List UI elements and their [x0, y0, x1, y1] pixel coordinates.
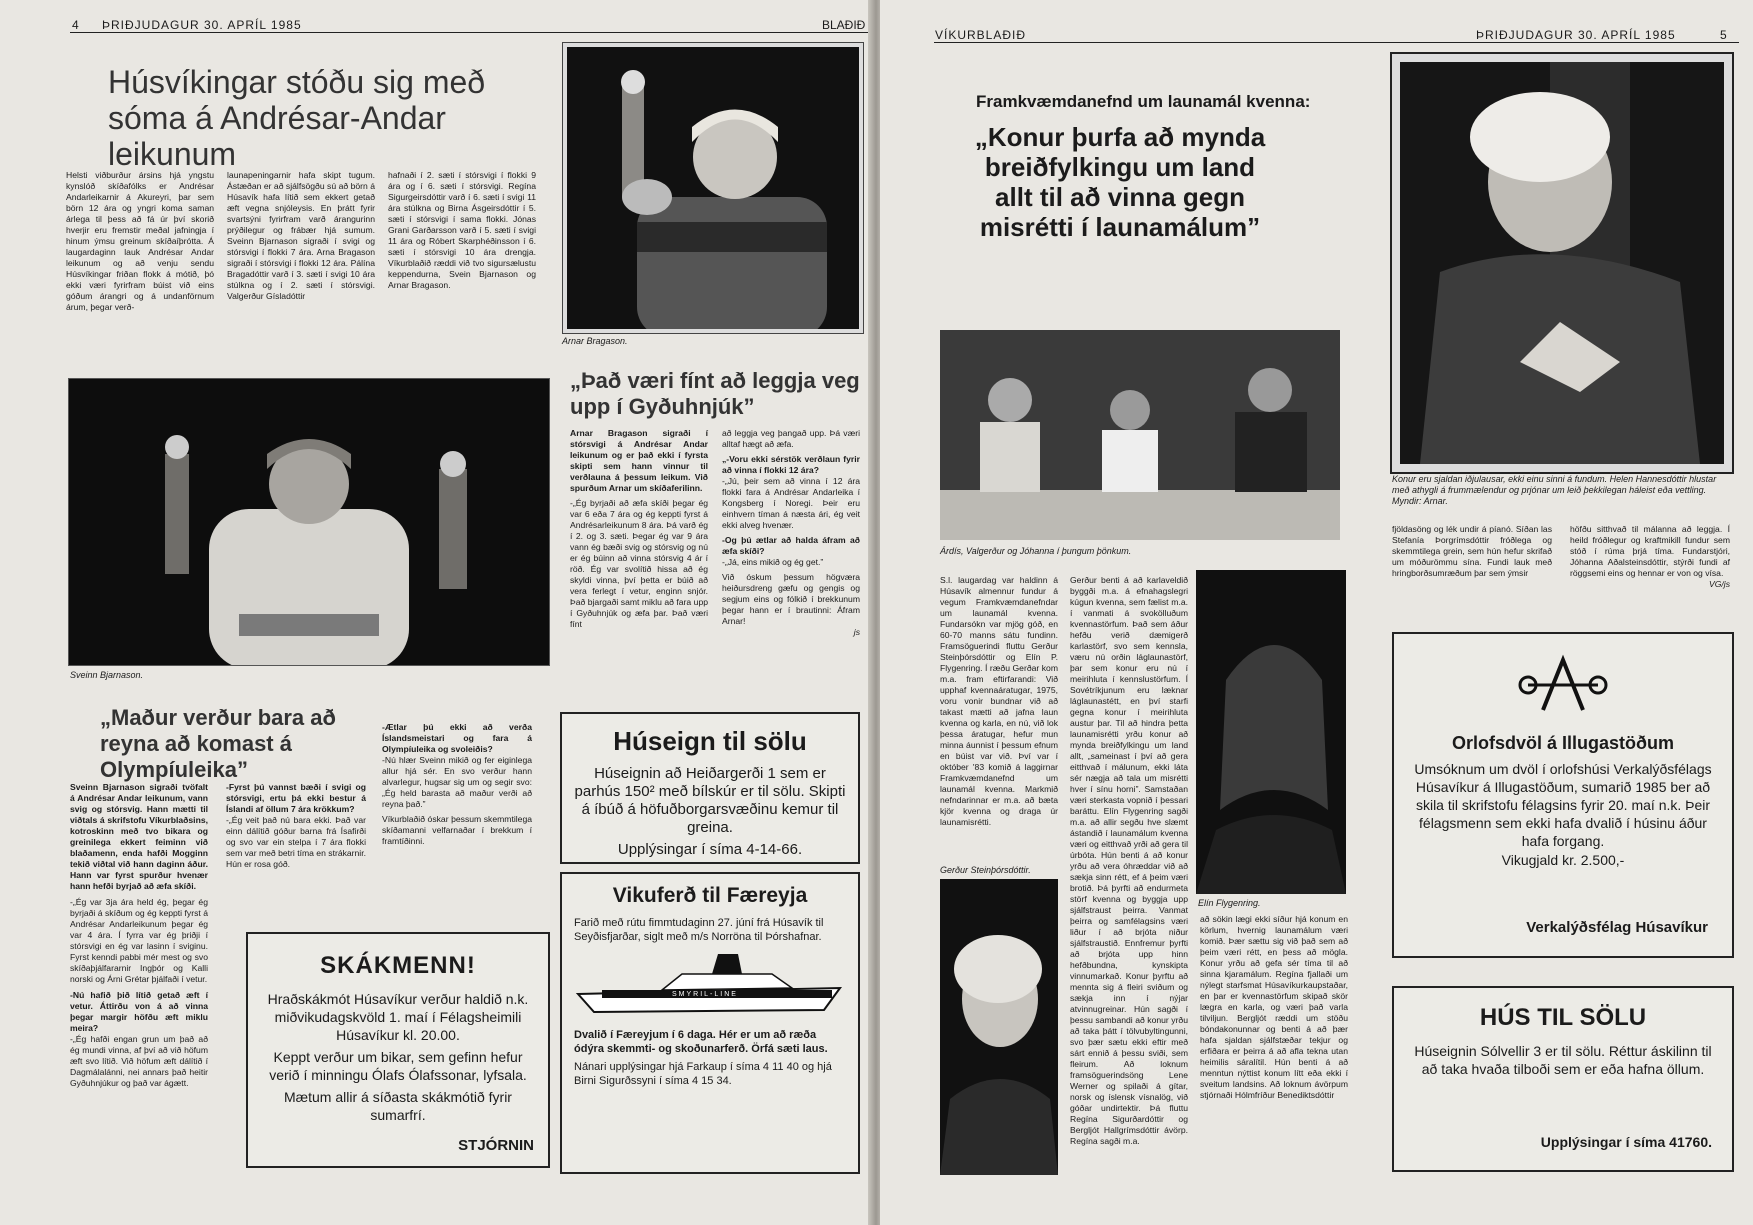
article-col2	[227, 170, 375, 302]
right-col4	[1392, 524, 1552, 579]
ad-contact: Nánari upplýsingar hjá Farkaup í síma 4 11 40 og hjá Birni Sigurðssyni í síma 4 15 34.	[574, 1061, 832, 1087]
boy-trophy-illustration	[567, 47, 859, 329]
ad-hus-til-solu	[1392, 986, 1734, 1172]
portrait-gerdur	[940, 879, 1058, 1175]
caption-knitting: Konur eru sjaldan iðjulausar, ekki einu sinni á fundum. Helen Hannesdóttir hlustar með athygli á frummælendur og prjónar um leið þekkilegan háleist eða vettling. Myndir: Arnar.	[1392, 474, 1717, 506]
photo-sveinn	[68, 378, 550, 666]
article-text: Víkurblaðið óskar þessum skemmtilega skíðamanni velfarnaðar í brekkum í framtíðinni.	[382, 814, 532, 846]
ad-signature: Verkalýðsfélag Húsavíkur	[1526, 919, 1708, 936]
headline-text: „Konur þurfa að mynda breiðfylkingu um land allt til að vinna gegn misrétti í launamálum”	[974, 122, 1266, 242]
question-text: -Og þú ætlar að halda áfram að æfa skíði?	[722, 535, 860, 556]
meeting-illustration	[940, 330, 1340, 540]
ad-title: HÚS TIL SÖLU	[1479, 1004, 1647, 1031]
answer-text: -„Ég hafði engan grun um það að ég mundi vinna, af því að við höfum æft svo lítið. Við höfum æft dálítið í Dagmálalánni, nei annars það heitir Gyðuhnjúkur og það var ágætt.	[70, 1034, 208, 1088]
photo-arnar	[567, 47, 859, 329]
signature: js	[853, 627, 860, 637]
caption-meeting: Árdís, Valgerður og Jóhanna í þungum þönkum.	[940, 546, 1132, 556]
headline-text: „Það væri fínt að leggja veg upp í Gyðuhnjúk”	[570, 368, 860, 419]
answer-text: -„Jú, þeir sem að vinna í 12 ára flokki fara á Andrésar Andarleika í Kongsberg í Noregi. Þeir eru einhvern tíman á næsta ári, ég veit ekki alveg hvenær.	[722, 476, 860, 530]
ship-illustration	[572, 950, 848, 1022]
photo-knitting	[1400, 62, 1724, 464]
photo-gerdur	[940, 879, 1058, 1175]
question-text: -Nú hafið þið lítið getað æft í vetur. Áttirðu von á að vinna þegar margir höfðu æft miklu meira?	[70, 990, 208, 1033]
ad-text: Keppt verður um bikar, sem gefinn hefur verið í minningu Ólafs Ólafssonar, lyfsala.	[269, 1049, 527, 1083]
date-header-right: ÞRIÐJUDAGUR 30. APRÍL 1985	[1476, 28, 1676, 42]
ad-title: Orlofsdvöl á Illugastöðum	[1451, 733, 1675, 753]
photo-meeting	[940, 330, 1340, 540]
ad-text: Farið með rútu fimmtudaginn 27. júní frá Húsavík til Seyðisfjarðar, siglt með m/s Norröna til Þórshafnar.	[574, 917, 824, 943]
answer-text: -„Já, eins mikið og ég get.”	[722, 557, 824, 567]
answer-text: -Nú hlær Sveinn mikið og fer eiginlega allur hjá sér. En svo verður hann alvarlegur, hugsar sig um og segir svo: „Ég held barasta að maður verði að reyna það.”	[382, 755, 532, 809]
ad-huseign	[560, 712, 860, 864]
boy-two-trophies-illustration	[69, 379, 549, 665]
ad-text: Umsóknum um dvöl í orlofshúsi Verkalýðsfélags Húsavíkur á Illugastöðum, sumarið 1985 ber að skila til skrifstofu félagsins fyrir 20. maí n.k. Þeir félagsmenn sem ekki hafa dvalið í húsinu áður hafa forgang.	[1414, 761, 1712, 849]
header-rule	[70, 32, 870, 33]
union-logo	[1394, 650, 1732, 725]
ad-title: SKÁKMENN!	[320, 952, 476, 979]
article-text: launapeningarnir hafa skipt tugum. Ástæðan er að sjálfsögðu sú að börn á Húsavík hafa lítið sem ekkert getað æft vegna snjóleysis. En þrátt fyrir svartsýni fyrirfram varð árangurinn prýðilegur og frábær hjá sumum. Sveinn Bjarnason sigraði í svigi og stórsvigi í flokki 7 ára. Arna Bragason sigraði í stórsvigi í flokki 12 ára. Pálína Bragadóttir varð í 3. sæti í svigi 10 ára stúlkna og í 2. sæti í stórsvigi. Valgerður Gísladóttir	[227, 170, 375, 301]
photo-elin	[1196, 570, 1346, 894]
headline-text: Húsvíkingar stóðu sig með sóma á Andrésar-Andar leikunum	[108, 64, 486, 172]
article-text: hafnaði í 2. sæti í stórsvigi í flokki 9 ára og í 6. sæti í stórsvigi. Regína Sigurgeirsdóttir varð í 6. sæti í svigi 11 ára stúlkna og Birna Ásgeirsdóttir í 5. sæti í stórsvigi í sama flokki. Jónas Grani Garðarsson varð í 5. sæti í svigi 11 ára og Róbert Skarphéðinsson í 6. sæti í stórsvigi 10 ára drengja. Víkurblaðið ræddi við tvo sigursælustu keppendurna, Svein Bjarnason og Arnar Bragason.	[388, 170, 536, 290]
masthead-fragment: BLAÐIÐ	[822, 18, 866, 32]
ad-title: Húseign til sölu	[613, 726, 807, 756]
caption-arnar: Arnar Bragason.	[562, 336, 628, 346]
portrait-elin	[1196, 570, 1346, 894]
photo-frame-knitting	[1390, 52, 1734, 474]
right-col1	[940, 575, 1058, 828]
ad-contact: Upplýsingar í síma 41760.	[1540, 1134, 1712, 1150]
lead-text: Arnar Bragason sigraði í stórsvigi á Andrésar Andar leikunum og er það ekki í fyrsta skipti sem hann vinnur til verðlauna á þessum leikum. Við spurðum Arnar um skíðaferilinn.	[570, 428, 708, 493]
photo-frame-arnar	[562, 42, 864, 334]
union-logo-icon	[1508, 650, 1618, 720]
answer-text: -„Ég veit það nú bara ekki. Það var einn dálítið góður barna frá Ísafirði og svo var ein stelpa í 7 ára flokki sem var með betri tíma en strákarnir. Hún er rosa góð.	[226, 815, 366, 869]
ship-label: SMYRIL-LINE	[672, 991, 738, 998]
woman-knitting-illustration	[1400, 62, 1724, 464]
arnar-col2	[722, 428, 860, 638]
ad-price: Vikugjald kr. 2.500,-	[1501, 852, 1625, 868]
photo-frame-gerdur	[940, 865, 1058, 1175]
ad-text: Húseignin að Heiðargerði 1 sem er parhús 150² með bílskúr er til sölu. Skipti á íbúð á höfuðborgarsvæðinu kemur til greina.	[574, 765, 846, 836]
page-number-left: 4	[72, 18, 80, 32]
article-text: Gerður benti á að karlaveldið byggði m.a. á efnahagslegri kúgun kvenna, sem fælist m.a. í vanmati á svokölluðum kvennastörfum. Það sem áður hefðu verið dæmigerð karlastörf, svo sem kennsla, væru nú orðin láglaunastörf, þar sem konur eru nú í meirihluta í kennslustörfum. Í Sovétríkjunum eru læknar láglaunastétt, en því starfi gegna konur í meirihluta austur þar. Til að hindra þetta launamisrétti yrðu konur að mynda breiðfylkingu um land allt, „sameinast í því að gera eitthvað í málunum, ekki láta sér nægja að tala um misrétti hver í sínu horni”. Samstaðan væri sterkasta vopnið í þessari baráttu. Elín Flygenring sagði m.a. að allir segðu hve slæmt ástandið í launamálum kvenna væri og eitthvað yrði að gera til úrbóta. Hún benti á að konur yrðu að vera óhræddar við að sækja sinn rétt, ef á þeim væri brotið. Þá þyrfti að endurmeta störf kvenna og byggja upp sjálfstraust þeirra. Vanmat þeirra og samfélagsins væri liður í að brjóta niður sjálfstraustið. Ennfremur þyrfti að brjóta upp hinn hefðbundna, kynskipta vinnumarkað. Konur þyrftu að mennta sig á fleiri sviðum og sækja inn í nýjar atvinnugreinar. Hún sagði í þessu sambandi að konur yrðu að taka þátt í tölvubyltingunni, svo þær sætu ekki eftir með sárt ennið á þessu sviði, sem fleirum. Að loknum framsöguerindsöng Lene Werner og spilaði á gítar, norsk og íslensk vísnalög, við góðar undirtektir. Þá fluttu Regína Sigurðardóttir og Bergljót Hallgrímsdóttir ávörp. Regína sagði m.a.	[1070, 575, 1188, 1146]
ad-title: Vikuferð til Færeyja	[612, 884, 808, 907]
article-text: að leggja veg þangað upp. Þá væri alltaf hægt að æfa.	[722, 428, 860, 449]
question-text: -Fyrst þú vannst bæði í svigi og stórsvigi, ertu þá ekki bestur á Íslandi af öllum 7 ára krökkum?	[226, 782, 366, 814]
right-page	[880, 0, 1753, 1225]
ad-faereyjar	[560, 872, 860, 1174]
question-text: „-Voru ekki sérstök verðlaun fyrir að vinna í flokki 12 ára?	[722, 454, 860, 475]
ad-orlof	[1392, 632, 1734, 958]
article-text: höfðu sitthvað til málanna að leggja. Í heild fróðlegur og kraftmikill fundur sem stóð í rúma þrjá tíma. Fundarstjóri, Jóhanna Aðalsteinsdóttir, stýrði fundi af röggsemi eins og hennar er von og vísa.	[1570, 524, 1730, 578]
ad-text: Hraðskákmót Húsavíkur verður haldið n.k. miðvikudagskvöld 1. maí í Félagsheimili Húsavíkur kl. 20.00.	[267, 991, 529, 1043]
right-col5	[1570, 524, 1730, 590]
sveinn-col3	[382, 722, 532, 847]
article-text: að sökin lægi ekki síður hjá konum en körlum, hvernig launamálum væri komið. Þær sættu sig við það sem að þeim væri rétt, en þess að mögla. Konur yrðu að gefa sér tíma til að sinna kjaramálum. Regína fjallaði um nýlegt starfsmat Húsavíkurkaupstaðar, en þar er kvennastörfum skipað skör lægra en karla, og væri það varla tilviljun. Bergljót ræddi um stöðu bóndakonunnar og benti á að þær hafa sjaldan sjálfstæðar tekjur og erfiðara er þeirra á að afla tekna utan heimilis sáralítil. Hún benti á að menntun nýttist konum lítt eða ekki í sveitum landsins. Að loknum ávörpum stjórnaði Hólmfríður Benediktsdóttir	[1200, 914, 1348, 1100]
header-rule	[934, 42, 1739, 43]
article-text: -„Ég byrjaði að æfa skíði þegar ég var 6 eða 7 ára og ég keppti fyrst á Andrésarleikunum 8 ára. Þá varð ég í 2. og 3. sæti. Þegar ég var 9 ára vann ég bæði svig og stórsvig og nú er ég búinn að vinna stórsvig 4 ár í röð. Ég var svolítið hissa að ég skyldi vinna, því þetta er búið að vera ferlegt í vetur, enginn snjór. Það bjargaði samt miklu að fara upp í Gyðuhnjúk og æfa þar. Það væri fínt	[570, 498, 708, 629]
right-col2	[1070, 575, 1188, 1147]
article-text: fjöldasöng og lék undir á píanó. Síðan las Stefanía Þorgrímsdóttir fróðlega og skemmtilega grein, sem hún hefur skrifað um móðurömmu sína. Fundi lauk með hringborðsumræðum þar sem ýmsir	[1392, 524, 1552, 578]
ad-contact: Upplýsingar í síma 4-14-66.	[617, 841, 803, 858]
article-col3	[388, 170, 536, 291]
answer-text: -„Ég var 3ja ára held ég, þegar ég byrjaði á skíðum og ég keppti fyrst á Andrésar Andarleikunum þegar ég var 4 ára. Í fyrra var ég þriðji í stórsvigi en ég var lasinn í sviginu. Fyrst kenndi pabbi mér mest og svo skíðaþjálfararnir Ingþór og Kalli norski og Árni Grétar þjálfaði í vetur.	[70, 897, 208, 984]
masthead-right: VÍKURBLAÐIÐ	[935, 28, 1027, 42]
arnar-headline	[570, 368, 860, 420]
caption-elin: Elín Flygenring.	[1198, 898, 1261, 908]
ad-signature: STJÓRNIN	[458, 1137, 534, 1154]
ad-bold-text: Dvalið í Færeyjum í 6 daga. Hér er um að ræða ódýra skemmti- og skoðunarferð. Örfá sæti laus.	[574, 1029, 828, 1055]
sveinn-col2	[226, 782, 366, 870]
caption-sveinn: Sveinn Bjarnason.	[70, 670, 144, 680]
signature: VG/js	[1708, 579, 1730, 589]
article-text: S.l. laugardag var haldinn á Húsavík almennur fundur á vegum Framkvæmdanefndar um launamál kvenna. Fundarsókn var mjög góð, en 60-70 manns sátu fundinn. Framsöguerindi fluttu Gerður Steinþórsdóttir og Elín P. Flygenring. Í ræðu Gerðar kom m.a. fram eftirfarandi: Við upphaf kvennaáratugar, 1975, voru vonir bundnar við að takast mætti að jafna laun kvenna og karla, en nú, við lok þessa áratugar, hefur mun minna áunnist í þessum efnum en búist var við. Því var í október '83 komið á laggirnar Framkvæmdanefnd um launamál kvenna. Markmið nefndarinnar er m.a. að bæta kjör kvenna og draga úr launamisrétti.	[940, 575, 1058, 827]
sveinn-col1	[70, 782, 208, 1089]
ad-text: Húseignin Sólvellir 3 er til sölu. Réttur áskilinn til að taka hvaða tilboði sem er eða hafna öllum.	[1414, 1043, 1712, 1077]
page-number-right: 5	[1720, 28, 1728, 42]
main-headline-right	[970, 122, 1270, 242]
date-header-left: ÞRIÐJUDAGUR 30. APRÍL 1985	[102, 18, 302, 32]
article-text: Helsti viðburður ársins hjá yngstu kynslóð skíðafólks er Andrésar Andarleikarnir á Akureyri, þar sem börn 12 ára og yngri koma saman árlega til þess að fá úr því skorið hverjir eru fremstir meðal jafningja í hinum ýmsu greinum skíðaíþrótta. Á laugardaginn lauk Andrésar Andar leikunum og að venju sendu Húsvíkingar friðan flokk á mótið, þó ekki væri fyrirfram búist við eins góðum árangri og á undanförnum árum, þegar verð-	[66, 170, 214, 312]
arnar-col1	[570, 428, 708, 630]
main-headline-left	[108, 64, 548, 172]
article-col1	[66, 170, 214, 313]
sveinn-headline	[100, 705, 360, 783]
right-col3	[1200, 914, 1348, 1101]
headline-text: „Maður verður bara að reyna að komast á Olympíuleika”	[100, 705, 336, 782]
article-text: Við óskum þessum högværa heiðursdreng gæfu og gengis og segjum eins og fólkið í brekkunum þegar hann er í brautinni: Áfram Arnar!	[722, 572, 860, 626]
lead-text: Sveinn Bjarnason sigraði tvöfalt á Andrésar Andar leikunum, vann svig og stórsvig. Hann mætti til viðtals á skrifstofu Víkurblaðsins, kotroskinn með tvo bikara og greinilega ekkert feiminn við blaðamenn, enda hafði Mogginn tekið viðtal við hann daginn áður. Hann var fyrst spurður hvenær hann hefði byrjað að æfa skíði.	[70, 782, 208, 891]
ad-skakmenn	[246, 932, 550, 1168]
caption-gerdur: Gerður Steinþórsdóttir.	[940, 865, 1031, 875]
ad-text: Mætum allir á síðasta skákmótið fyrir sumarfrí.	[284, 1089, 512, 1123]
ferry-icon	[572, 950, 848, 1022]
kicker: Framkvæmdanefnd um launamál kvenna:	[976, 92, 1311, 111]
question-text: -Ætlar þú ekki að verða Íslandsmeistari og fara á Olympíuleika og svoleiðis?	[382, 722, 532, 754]
left-page	[0, 0, 872, 1225]
